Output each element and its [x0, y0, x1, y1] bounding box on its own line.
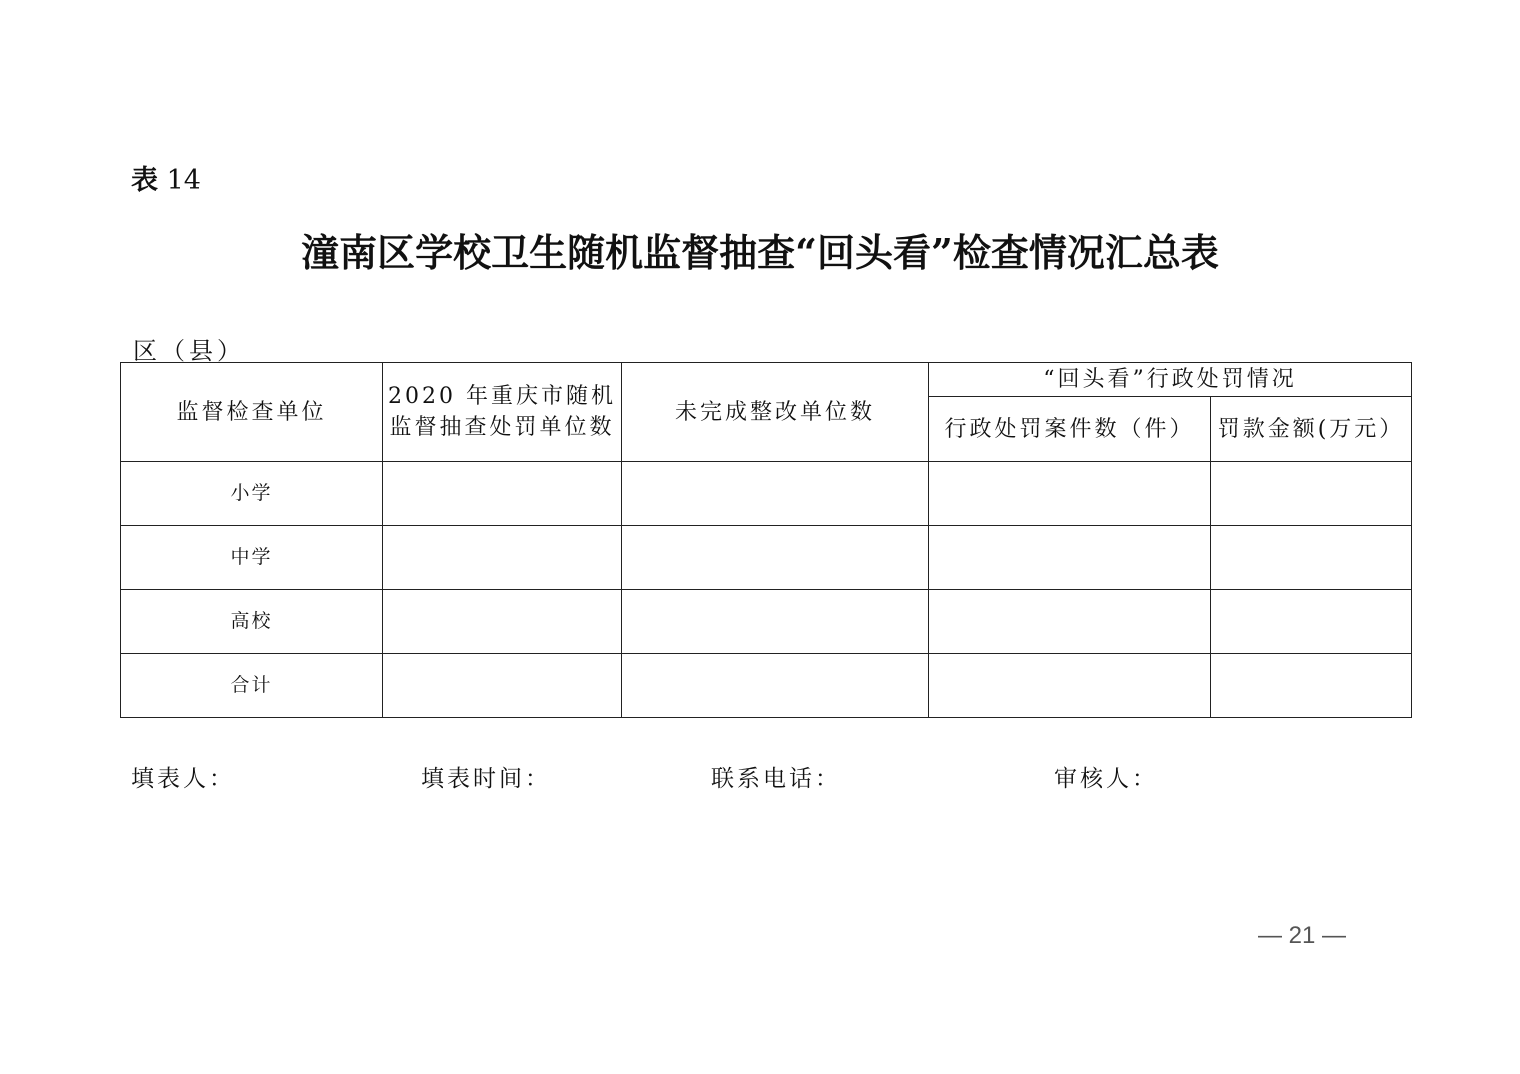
table-cell — [1211, 654, 1412, 718]
table-cell — [622, 590, 929, 654]
footer-phone: 联系电话： — [711, 766, 841, 792]
page-number: — 21 — — [1258, 922, 1347, 949]
row-label: 小学 — [121, 462, 383, 526]
table-cell — [1211, 462, 1412, 526]
table-cell — [929, 462, 1211, 526]
table-cell — [622, 526, 929, 590]
row-label: 合计 — [121, 654, 383, 718]
header-penalty-units-2020: 2020 年重庆市随机监督抽查处罚单位数 — [383, 363, 622, 462]
table-cell — [383, 654, 622, 718]
summary-table — [120, 362, 1412, 718]
page-title: 潼南区学校卫生随机监督抽查“回头看”检查情况汇总表 — [301, 230, 1219, 275]
table-cell — [929, 654, 1211, 718]
table-cell — [1211, 590, 1412, 654]
footer-fill-time: 填表时间： — [421, 766, 551, 792]
table-header-row — [121, 363, 1412, 397]
header-penalty-cases: 行政处罚案件数（件） — [929, 397, 1211, 462]
row-label: 中学 — [121, 526, 383, 590]
table-cell — [929, 526, 1211, 590]
table-row — [121, 462, 1412, 526]
header-fine-amount: 罚款金额(万元） — [1211, 397, 1412, 462]
footer-filler: 填表人： — [131, 766, 235, 792]
table-cell — [622, 654, 929, 718]
footer-reviewer: 审核人： — [1054, 766, 1158, 792]
row-label: 高校 — [121, 590, 383, 654]
table-label-prefix: 表 — [131, 165, 158, 196]
table-cell — [622, 462, 929, 526]
table-row — [121, 590, 1412, 654]
table-row — [121, 654, 1412, 718]
region-label: 区（县） — [133, 337, 245, 365]
table-cell — [383, 590, 622, 654]
header-supervision-unit: 监督检查单位 — [121, 363, 383, 462]
table-number: 14 — [166, 165, 201, 196]
table-row — [121, 526, 1412, 590]
table-cell — [383, 462, 622, 526]
header-lookback-penalty-group: “回头看”行政处罚情况 — [929, 363, 1412, 397]
table-label — [131, 158, 201, 197]
header-unrectified-units: 未完成整改单位数 — [622, 363, 929, 462]
table-cell — [929, 590, 1211, 654]
table-cell — [1211, 526, 1412, 590]
table-cell — [383, 526, 622, 590]
